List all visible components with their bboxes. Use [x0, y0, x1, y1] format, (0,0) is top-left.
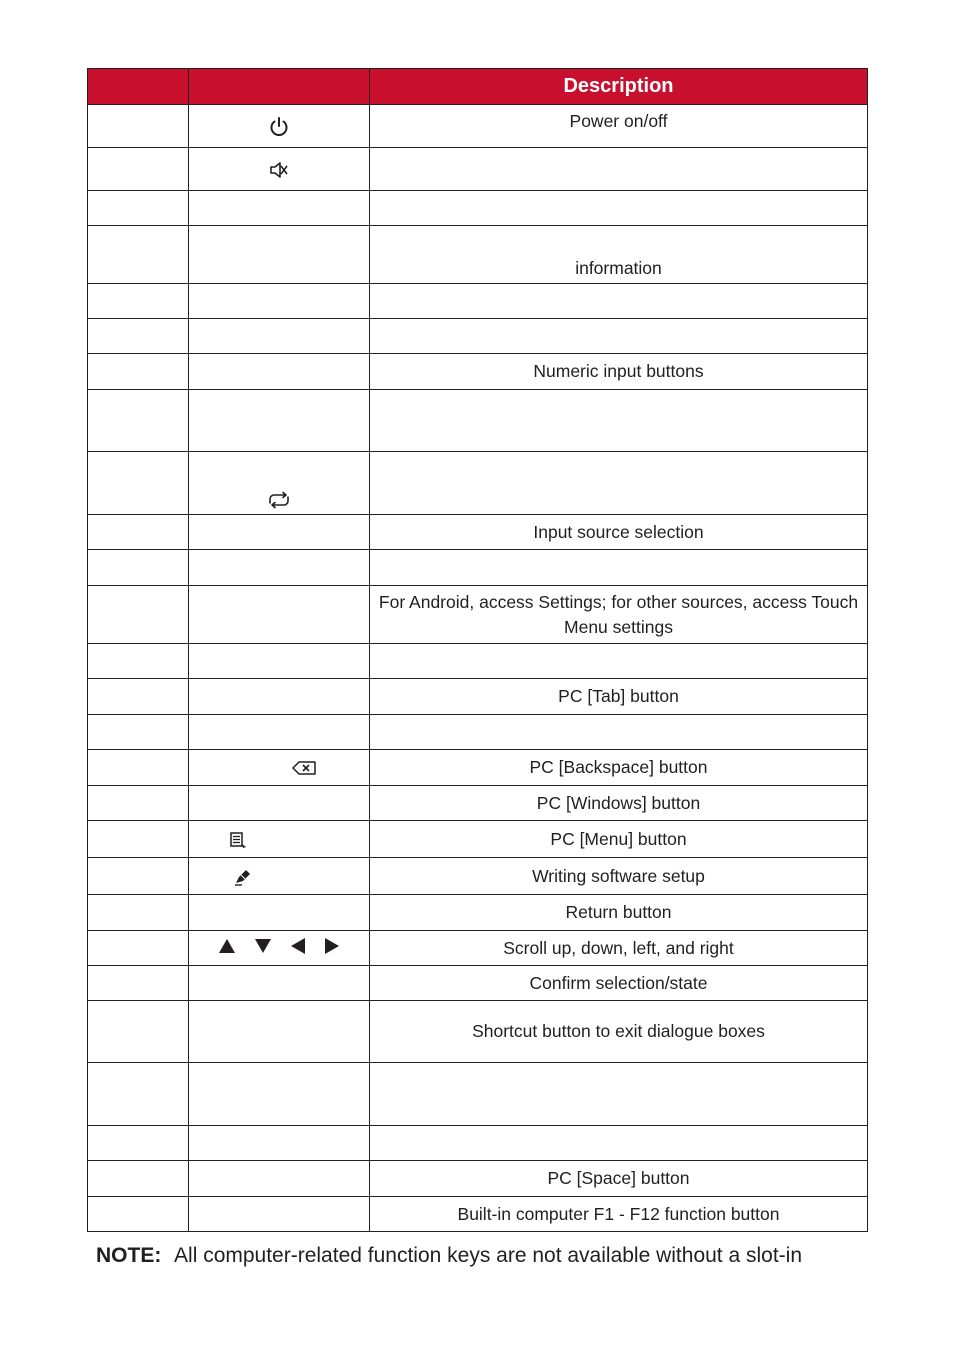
- icon-cell: [189, 1063, 370, 1126]
- icon-cell: [189, 895, 370, 931]
- icon-cell: [189, 715, 370, 750]
- description-cell: [370, 319, 868, 354]
- note-paragraph: [96, 1244, 802, 1268]
- table-row: [88, 105, 868, 148]
- description-cell: Confirm selection/state: [370, 966, 868, 1001]
- row-cell-blank: [88, 644, 189, 679]
- icon-cell: [189, 931, 370, 966]
- table-row: [88, 821, 868, 858]
- header-description: Description: [370, 69, 868, 105]
- description-cell: For Android, access Settings; for other sources, access Touch Menu settings: [370, 586, 868, 644]
- header-cell-1: [88, 69, 189, 105]
- table-row: [88, 1161, 868, 1197]
- table-row: [88, 895, 868, 931]
- table-row: [88, 586, 868, 644]
- description-cell: Shortcut button to exit dialogue boxes: [370, 1001, 868, 1063]
- row-cell-blank: [88, 715, 189, 750]
- row-cell-blank: [88, 550, 189, 586]
- icon-cell: [189, 354, 370, 390]
- row-cell-blank: [88, 750, 189, 786]
- row-cell-blank: [88, 226, 189, 284]
- table-row: [88, 191, 868, 226]
- table-row: [88, 452, 868, 515]
- icon-cell: [189, 105, 370, 148]
- description-cell: Built-in computer F1 - F12 function button: [370, 1197, 868, 1232]
- row-cell-blank: [88, 284, 189, 319]
- row-cell-blank: [88, 452, 189, 515]
- table-row: [88, 226, 868, 284]
- menu-icon: [229, 831, 247, 849]
- arrow-left-icon: [290, 937, 306, 955]
- table-row: [88, 550, 868, 586]
- backspace-icon: [291, 760, 317, 776]
- row-cell-blank: [88, 105, 189, 148]
- table-row: [88, 786, 868, 821]
- description-cell: information: [370, 226, 868, 284]
- icon-cell: [189, 679, 370, 715]
- icon-cell: [189, 858, 370, 895]
- description-cell: [370, 148, 868, 191]
- table-row: [88, 284, 868, 319]
- row-cell-blank: [88, 931, 189, 966]
- icon-cell: [189, 1001, 370, 1063]
- description-cell: PC [Windows] button: [370, 786, 868, 821]
- description-cell: PC [Menu] button: [370, 821, 868, 858]
- description-cell: Return button: [370, 895, 868, 931]
- icon-cell: [189, 586, 370, 644]
- icon-cell: [189, 786, 370, 821]
- description-cell: [370, 390, 868, 452]
- description-cell: [370, 284, 868, 319]
- table-row: [88, 515, 868, 550]
- icon-cell: [189, 148, 370, 191]
- description-cell: [370, 1126, 868, 1161]
- pen-icon: [233, 868, 253, 886]
- row-cell-blank: [88, 821, 189, 858]
- description-cell: [370, 550, 868, 586]
- icon-cell: [189, 644, 370, 679]
- row-cell-blank: [88, 895, 189, 931]
- description-cell: PC [Space] button: [370, 1161, 868, 1197]
- description-cell: Numeric input buttons: [370, 354, 868, 390]
- icon-cell: [189, 550, 370, 586]
- description-cell: Power on/off: [370, 105, 868, 148]
- icon-cell: [189, 515, 370, 550]
- table-row: [88, 1001, 868, 1063]
- row-cell-blank: [88, 1001, 189, 1063]
- icon-cell: [189, 284, 370, 319]
- icon-cell: [189, 750, 370, 786]
- mute-icon: [268, 159, 290, 181]
- loop-icon: [265, 491, 293, 509]
- table-row: [88, 1126, 868, 1161]
- table-row: [88, 1197, 868, 1232]
- table-row: [88, 390, 868, 452]
- icon-cell: [189, 452, 370, 515]
- description-cell: PC [Tab] button: [370, 679, 868, 715]
- table-row: [88, 715, 868, 750]
- description-cell: [370, 644, 868, 679]
- arrow-down-icon: [254, 938, 272, 954]
- row-cell-blank: [88, 148, 189, 191]
- icon-cell: [189, 319, 370, 354]
- table-row: [88, 354, 868, 390]
- table-row: [88, 644, 868, 679]
- icon-cell: [189, 191, 370, 226]
- description-cell: [370, 191, 868, 226]
- table-row: [88, 750, 868, 786]
- note-text: All computer-related function keys are not available without a slot-in: [174, 1244, 803, 1267]
- icon-cell: [189, 966, 370, 1001]
- table-row: [88, 931, 868, 966]
- table-row: [88, 148, 868, 191]
- description-cell: Scroll up, down, left, and right: [370, 931, 868, 966]
- icon-cell: [189, 1161, 370, 1197]
- row-cell-blank: [88, 586, 189, 644]
- row-cell-blank: [88, 1161, 189, 1197]
- description-cell: Input source selection: [370, 515, 868, 550]
- row-cell-blank: [88, 786, 189, 821]
- row-cell-blank: [88, 319, 189, 354]
- table-row: [88, 1063, 868, 1126]
- description-cell: Writing software setup: [370, 858, 868, 895]
- description-cell: [370, 452, 868, 515]
- icon-cell: [189, 390, 370, 452]
- row-cell-blank: [88, 515, 189, 550]
- table-row: [88, 319, 868, 354]
- row-cell-blank: [88, 1126, 189, 1161]
- table-header-row: [88, 69, 868, 105]
- row-cell-blank: [88, 1197, 189, 1232]
- arrow-keys-icons: [218, 937, 340, 955]
- note-label: NOTE:: [96, 1244, 162, 1267]
- row-cell-blank: [88, 1063, 189, 1126]
- description-cell: [370, 1063, 868, 1126]
- header-cell-2: [189, 69, 370, 105]
- row-cell-blank: [88, 858, 189, 895]
- row-cell-blank: [88, 966, 189, 1001]
- arrow-right-icon: [324, 937, 340, 955]
- icon-cell: [189, 1126, 370, 1161]
- description-cell: PC [Backspace] button: [370, 750, 868, 786]
- remote-functions-table: [87, 68, 868, 1232]
- row-cell-blank: [88, 679, 189, 715]
- row-cell-blank: [88, 191, 189, 226]
- table-row: [88, 966, 868, 1001]
- icon-cell: [189, 226, 370, 284]
- icon-cell: [189, 821, 370, 858]
- row-cell-blank: [88, 390, 189, 452]
- power-icon: [268, 116, 290, 138]
- table-row: [88, 858, 868, 895]
- row-cell-blank: [88, 354, 189, 390]
- arrow-up-icon: [218, 938, 236, 954]
- table-row: [88, 679, 868, 715]
- description-cell: [370, 715, 868, 750]
- icon-cell: [189, 1197, 370, 1232]
